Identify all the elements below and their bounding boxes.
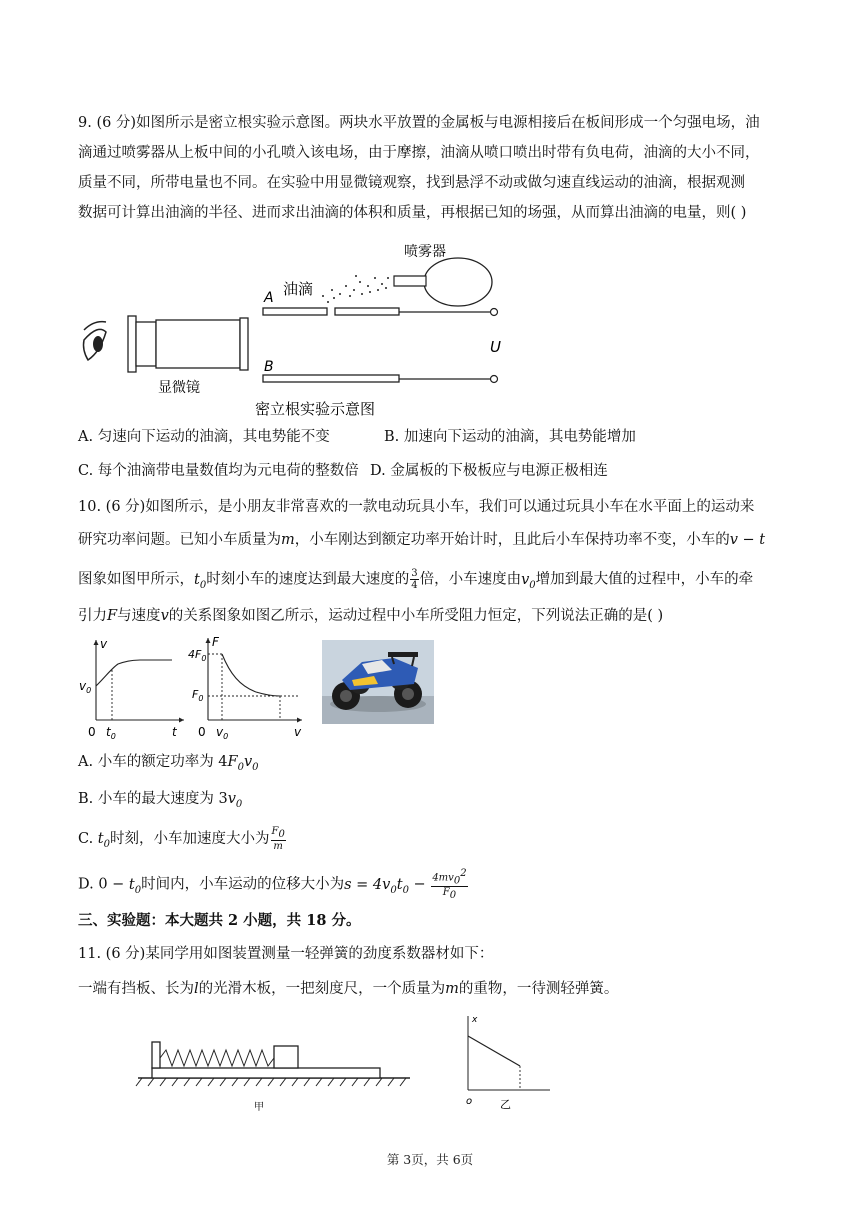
q10-line-2: 研究功率问题。已知小车质量为m，小车刚达到额定功率开始计时，且此后小车保持功率不变，小车的v − t: [78, 532, 766, 548]
voltage-label: U: [490, 338, 501, 356]
graph-jia-v-t: [76, 634, 188, 744]
sprayer-icon: [394, 258, 492, 306]
q9-option-b: B. 加速向下运动的油滴，其电势能增加: [384, 429, 636, 445]
weight-block: [274, 1046, 298, 1068]
spring-apparatus-diagram: [134, 1030, 414, 1120]
fraction-f0-over-m: $\frac{F_0}{m}$: [271, 826, 285, 852]
q9-option-c: C. 每个油滴带电量数值均为元电荷的整数倍: [78, 463, 359, 479]
graph-jia-v0: $v_0$: [79, 679, 92, 695]
eye-icon: [84, 322, 107, 360]
graph-q11-origin: o: [466, 1096, 473, 1107]
q9-option-d: D. 金属板的下极板应与电源正极相连: [370, 463, 608, 479]
fraction-three-quarters: $\frac{3}{4}$: [411, 568, 418, 591]
plate-a-right: [335, 308, 399, 315]
q10-option-d: D. $0 - t_0$时间内，小车运动的位移大小为$s = 4v_0t_0$ − $\frac{4mv_0^2}{F_0}$: [78, 868, 467, 902]
plate-a-left: [263, 308, 327, 315]
oil-drop-label: 油滴: [283, 280, 314, 298]
plate-b: [263, 375, 399, 382]
toy-car-photo: [322, 640, 434, 724]
terminal-a: [491, 309, 498, 316]
q11-line-2: 一端有挡板、长为l的光滑木板，一把刻度尺，一个质量为m的重物，一待测轻弹簧。: [78, 981, 619, 997]
graph-jia-v-axis: v: [100, 637, 108, 651]
microscope-icon: [128, 316, 248, 372]
page-footer: 第 3页，共 6页: [386, 1152, 474, 1167]
graph-q11-x: [456, 1010, 556, 1120]
oil-droplets: [322, 275, 389, 303]
q10-line-1: 10. (6 分)如图所示，是小朋友非常喜欢的一款电动玩具小车，我们可以通过玩具小车在水平面上的运动来: [78, 499, 755, 515]
graph-jia-t0: $t_0$: [106, 725, 116, 741]
q10-option-c: C. $t_0$时刻，小车加速度大小为 $\frac{F_0}{m}$: [78, 826, 285, 852]
graph-yi-f0: $F_0$: [192, 688, 204, 703]
section-3-heading: 三、实验题：本大题共 2 小题，共 18 分。: [78, 912, 361, 929]
millikan-caption: 密立根实验示意图: [255, 400, 376, 418]
millikan-diagram: [70, 232, 530, 422]
q11-line-1: 11. (6 分)某同学用如图装置测量一轻弹簧的劲度系数器材如下：: [78, 946, 494, 962]
q9-line-2: 滴通过喷雾器从上板中间的小孔喷入该电场，由于摩擦，油滴从喷口喷出时带有负电荷，油滴的大小不同，: [78, 145, 760, 161]
wooden-board: [152, 1068, 380, 1078]
graph-yi-v-axis: v: [294, 725, 302, 739]
graph-q11-x-axis: x: [472, 1015, 478, 1025]
q10-line-4: 引力F与速度v的关系图象如图乙所示，运动过程中小车所受阻力恒定，下列说法正确的是( ): [78, 608, 664, 624]
graph-jia-t-axis: t: [172, 725, 177, 739]
graph-yi-f-v: [186, 634, 306, 744]
graph-q11-label: 乙: [500, 1098, 511, 1111]
graph-yi-4f0: $4F_0$: [188, 648, 207, 663]
spring-figure-label: 甲: [254, 1102, 264, 1113]
q9-line-3: 质量不同，所带电量也不同。在实验中用显微镜观察，找到悬浮不动或做匀速直线运动的油滴，根据观测: [78, 175, 745, 191]
plate-b-label: B: [264, 359, 274, 375]
q10-option-b: B. 小车的最大速度为 $3v_0$: [78, 791, 243, 810]
graph-yi-origin: 0: [198, 725, 206, 739]
spring: [160, 1050, 274, 1066]
microscope-label: 显微镜: [158, 380, 200, 396]
plate-a-label: A: [264, 290, 274, 306]
q9-line-4: 数据可计算出油滴的半径、进而求出油滴的体积和质量，再根据已知的场强，从而算出油滴的电量，则( ): [78, 205, 747, 221]
graph-yi-f-axis: F: [212, 635, 219, 649]
sprayer-label: 喷雾器: [404, 244, 446, 260]
q9-line-1: 9. (6 分)如图所示是密立根实验示意图。两块水平放置的金属板与电源相接后在板间形成一个匀强电场，油: [78, 115, 760, 131]
graph-jia-origin: 0: [88, 725, 96, 739]
baffle: [152, 1042, 160, 1068]
q10-line-3: 图象如图甲所示，$t_0$时刻小车的速度达到最大速度的 $\frac{3}{4}$ 倍，小车速度由$v_0$增加到最大值的过程中，小车的牵: [78, 568, 754, 591]
fraction-4mv0sq-over-f0: $\frac{4mv_0^2}{F_0}$: [432, 868, 467, 902]
graph-yi-v0: $v_0$: [216, 725, 229, 741]
q9-option-a: A. 匀速向下运动的油滴，其电势能不变: [78, 429, 330, 445]
q10-option-a: A. 小车的额定功率为 $4F_0v_0$: [78, 754, 259, 773]
terminal-b: [491, 376, 498, 383]
